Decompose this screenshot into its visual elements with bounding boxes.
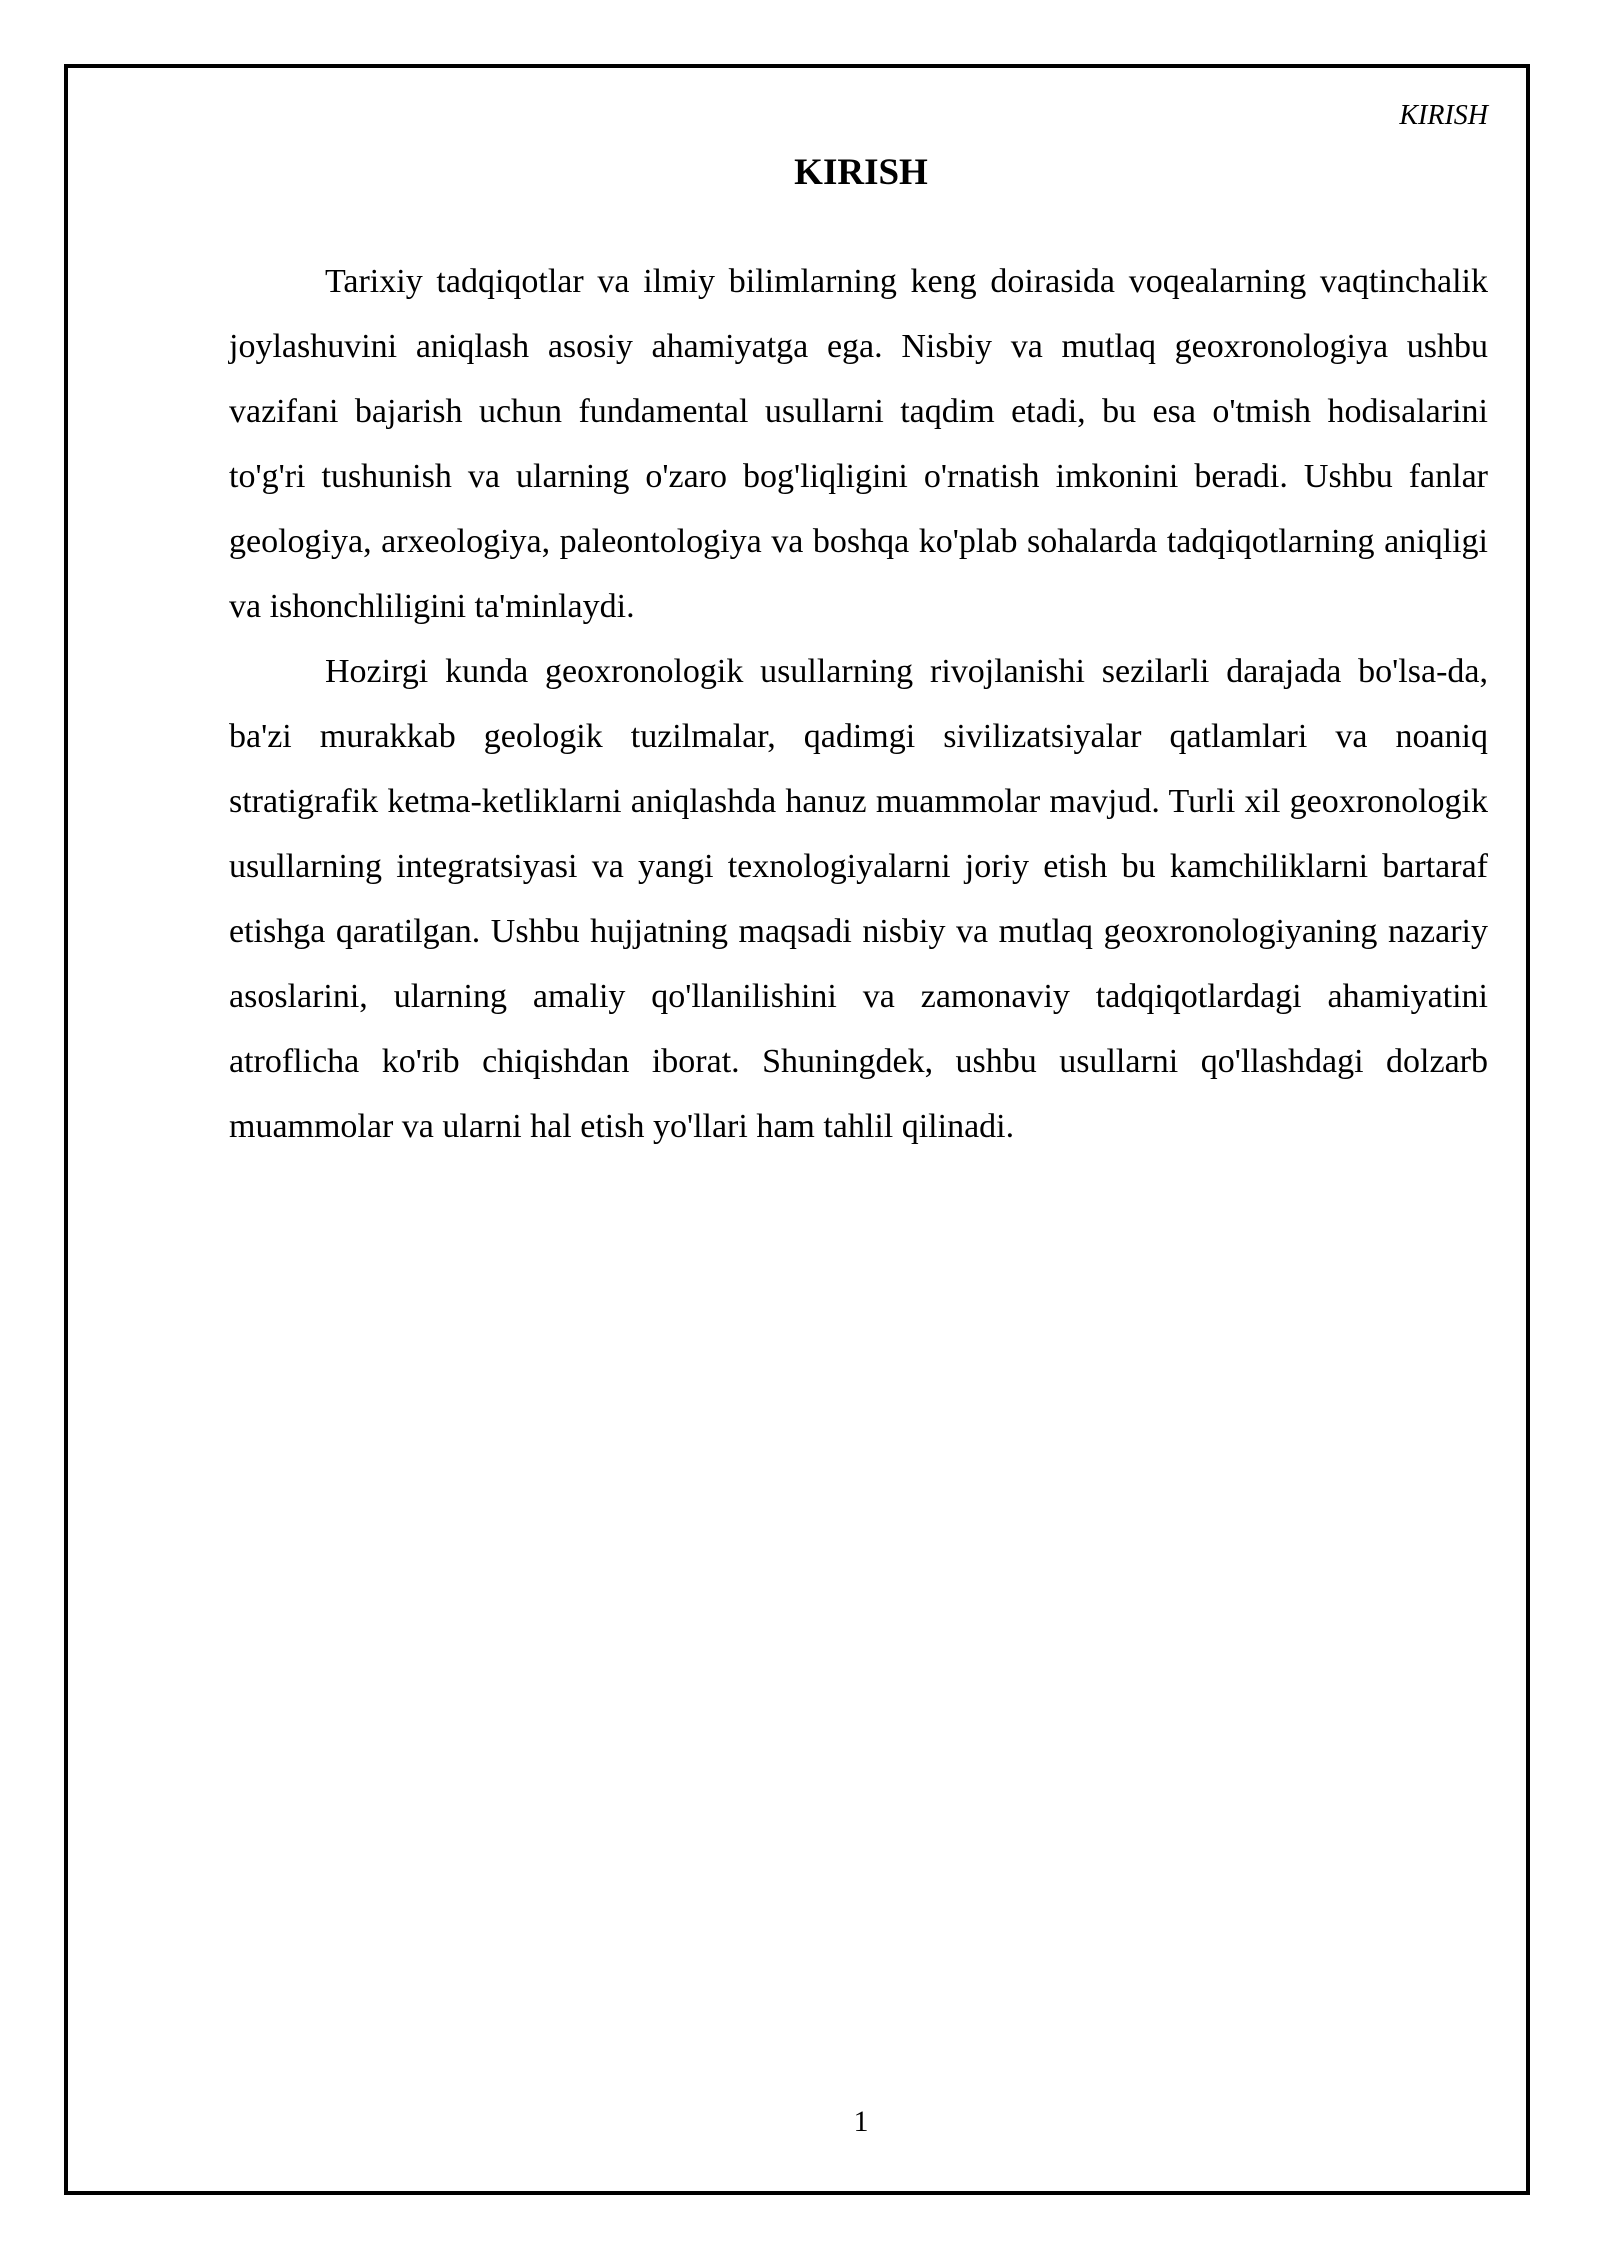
running-header: KIRISH — [1399, 100, 1488, 131]
paragraph: Hozirgi kunda geoxronologik usullarning rivojlanishi sezilarli darajada bo'lsa-da, ba'zi murakkab geologik tuzilmalar, qadimgi sivilizatsiyalar qatlamlari va noaniq stratigrafik ketma-ketliklarni aniqlashda hanuz muammolar mavjud. Turli xil geoxronologik usullarning integratsiyasi va yangi texnologiyalarni joriy etish bu kamchiliklarni bartaraf etishga qaratilgan. Ushbu hujjatning maqsadi nisbiy va mutlaq geoxronologiyaning nazariy asoslarini, ularning amaliy qo'llanilishini va zamonaviy tadqiqotlardagi ahamiyatini atroflicha ko'rib chiqishdan iborat. Shuningdek, ushbu usullarni qo'llashdagi dolzarb muammolar va ularni hal etish yo'llari ham tahlil qilinadi. — [229, 653, 1488, 1145]
body-text — [229, 249, 1488, 1159]
page-number: 1 — [853, 2105, 869, 2138]
page-title: KIRISH — [794, 152, 928, 193]
paragraph: Tarixiy tadqiqotlar va ilmiy bilimlarning keng doirasida voqealarning vaqtinchalik joylashuvini aniqlash asosiy ahamiyatga ega. Nisbiy va mutlaq geoxronologiya ushbu vazifani bajarish uchun fundamental usullarni taqdim etadi, bu esa o'tmish hodisalarini to'g'ri tushunish va ularning o'zaro bog'liqligini o'rnatish imkonini beradi. Ushbu fanlar geologiya, arxeologiya, paleontologiya va boshqa ko'plab sohalarda tadqiqotlarning aniqligi va ishonchliligini ta'minlaydi. — [229, 263, 1488, 625]
